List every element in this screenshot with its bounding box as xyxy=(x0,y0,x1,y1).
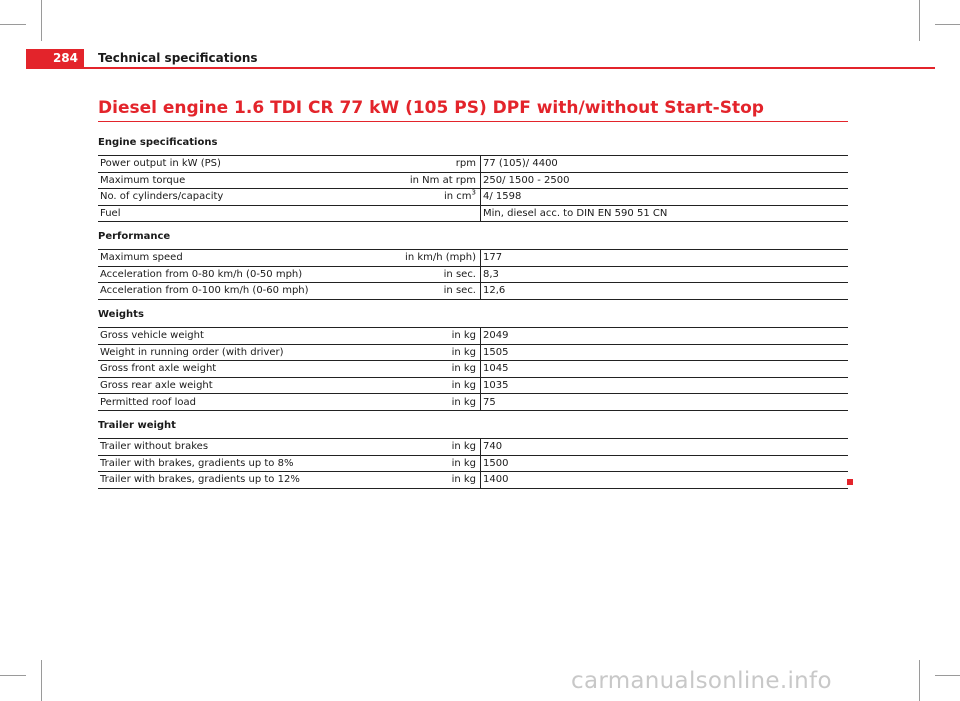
value-cell: 1500 xyxy=(481,455,849,472)
param-cell: Fuel xyxy=(98,205,344,222)
unit-cell: in Nm at rpm xyxy=(344,172,481,189)
unit-text: in cm xyxy=(443,191,472,203)
param-cell: Gross rear axle weight xyxy=(98,377,344,394)
param-cell: No. of cylinders/capacity xyxy=(98,189,344,206)
param-cell: Maximum torque xyxy=(98,172,344,189)
param-cell: Trailer with brakes, gradients up to 12% xyxy=(98,472,344,489)
table-row xyxy=(98,394,848,411)
page-title: Diesel engine 1.6 TDI CR 77 kW (105 PS) DPF with/without Start-Stop xyxy=(98,98,764,118)
unit-superscript: 3 xyxy=(471,189,476,198)
crop-mark xyxy=(0,675,26,676)
param-cell: Acceleration from 0-80 km/h (0-50 mph) xyxy=(98,266,344,283)
unit-cell: in sec. xyxy=(344,283,481,300)
unit-cell: in kg xyxy=(344,377,481,394)
unit-cell: in kg xyxy=(344,394,481,411)
table-row xyxy=(98,189,848,206)
unit-cell: in kg xyxy=(344,361,481,378)
table-row xyxy=(98,205,848,222)
unit-cell: in kg xyxy=(344,455,481,472)
param-cell: Acceleration from 0-100 km/h (0-60 mph) xyxy=(98,283,344,300)
crop-mark xyxy=(41,660,42,701)
value-cell: Min, diesel acc. to DIN EN 590 51 CN xyxy=(481,205,849,222)
value-cell: 4/ 1598 xyxy=(481,189,849,206)
param-cell: Maximum speed xyxy=(98,250,344,267)
value-cell: 77 (105)/ 4400 xyxy=(481,156,849,173)
table-row xyxy=(98,361,848,378)
crop-mark xyxy=(919,660,920,701)
param-cell: Power output in kW (PS) xyxy=(98,156,344,173)
unit-cell: in sec. xyxy=(344,266,481,283)
weights-table xyxy=(98,327,848,411)
value-cell: 12,6 xyxy=(481,283,849,300)
unit-cell: in kg xyxy=(344,472,481,489)
unit-cell xyxy=(344,205,481,222)
table-row xyxy=(98,156,848,173)
table-row xyxy=(98,377,848,394)
unit-cell: in km/h (mph) xyxy=(344,250,481,267)
value-cell: 1035 xyxy=(481,377,849,394)
unit-cell: in kg xyxy=(344,344,481,361)
trailer-table xyxy=(98,438,848,489)
crop-mark xyxy=(935,675,960,676)
table-row xyxy=(98,472,848,489)
param-cell: Trailer without brakes xyxy=(98,439,344,456)
page-number: 284 xyxy=(52,51,78,65)
unit-cell: in kg xyxy=(344,328,481,345)
table-row xyxy=(98,172,848,189)
unit-cell: in kg xyxy=(344,439,481,456)
table-row xyxy=(98,283,848,300)
engine-spec-table xyxy=(98,155,848,222)
table-row xyxy=(98,328,848,345)
value-cell: 1045 xyxy=(481,361,849,378)
value-cell: 75 xyxy=(481,394,849,411)
performance-table xyxy=(98,249,848,300)
unit-cell xyxy=(344,189,481,206)
table-row xyxy=(98,266,848,283)
table-row xyxy=(98,439,848,456)
param-cell: Weight in running order (with driver) xyxy=(98,344,344,361)
end-of-section-marker xyxy=(847,479,853,485)
watermark: carmanualsonline.info xyxy=(571,668,832,694)
crop-mark xyxy=(41,0,42,41)
section-heading-trailer: Trailer weight xyxy=(98,420,176,431)
param-cell: Permitted roof load xyxy=(98,394,344,411)
value-cell: 250/ 1500 - 2500 xyxy=(481,172,849,189)
header-rule xyxy=(26,67,935,69)
value-cell: 1505 xyxy=(481,344,849,361)
crop-mark xyxy=(919,0,920,41)
unit-cell: rpm xyxy=(344,156,481,173)
value-cell: 1400 xyxy=(481,472,849,489)
value-cell: 177 xyxy=(481,250,849,267)
value-cell: 2049 xyxy=(481,328,849,345)
param-cell: Gross vehicle weight xyxy=(98,328,344,345)
section-heading-weights: Weights xyxy=(98,309,144,320)
section-heading-performance: Performance xyxy=(98,231,171,242)
table-row xyxy=(98,455,848,472)
crop-mark xyxy=(935,24,960,25)
value-cell: 8,3 xyxy=(481,266,849,283)
table-row xyxy=(98,344,848,361)
header-section-title: Technical specifications xyxy=(98,51,258,65)
param-cell: Trailer with brakes, gradients up to 8% xyxy=(98,455,344,472)
section-heading-engine: Engine specifications xyxy=(98,137,218,148)
table-row xyxy=(98,250,848,267)
param-cell: Gross front axle weight xyxy=(98,361,344,378)
crop-mark xyxy=(0,24,26,25)
value-cell: 740 xyxy=(481,439,849,456)
title-rule xyxy=(98,121,848,122)
